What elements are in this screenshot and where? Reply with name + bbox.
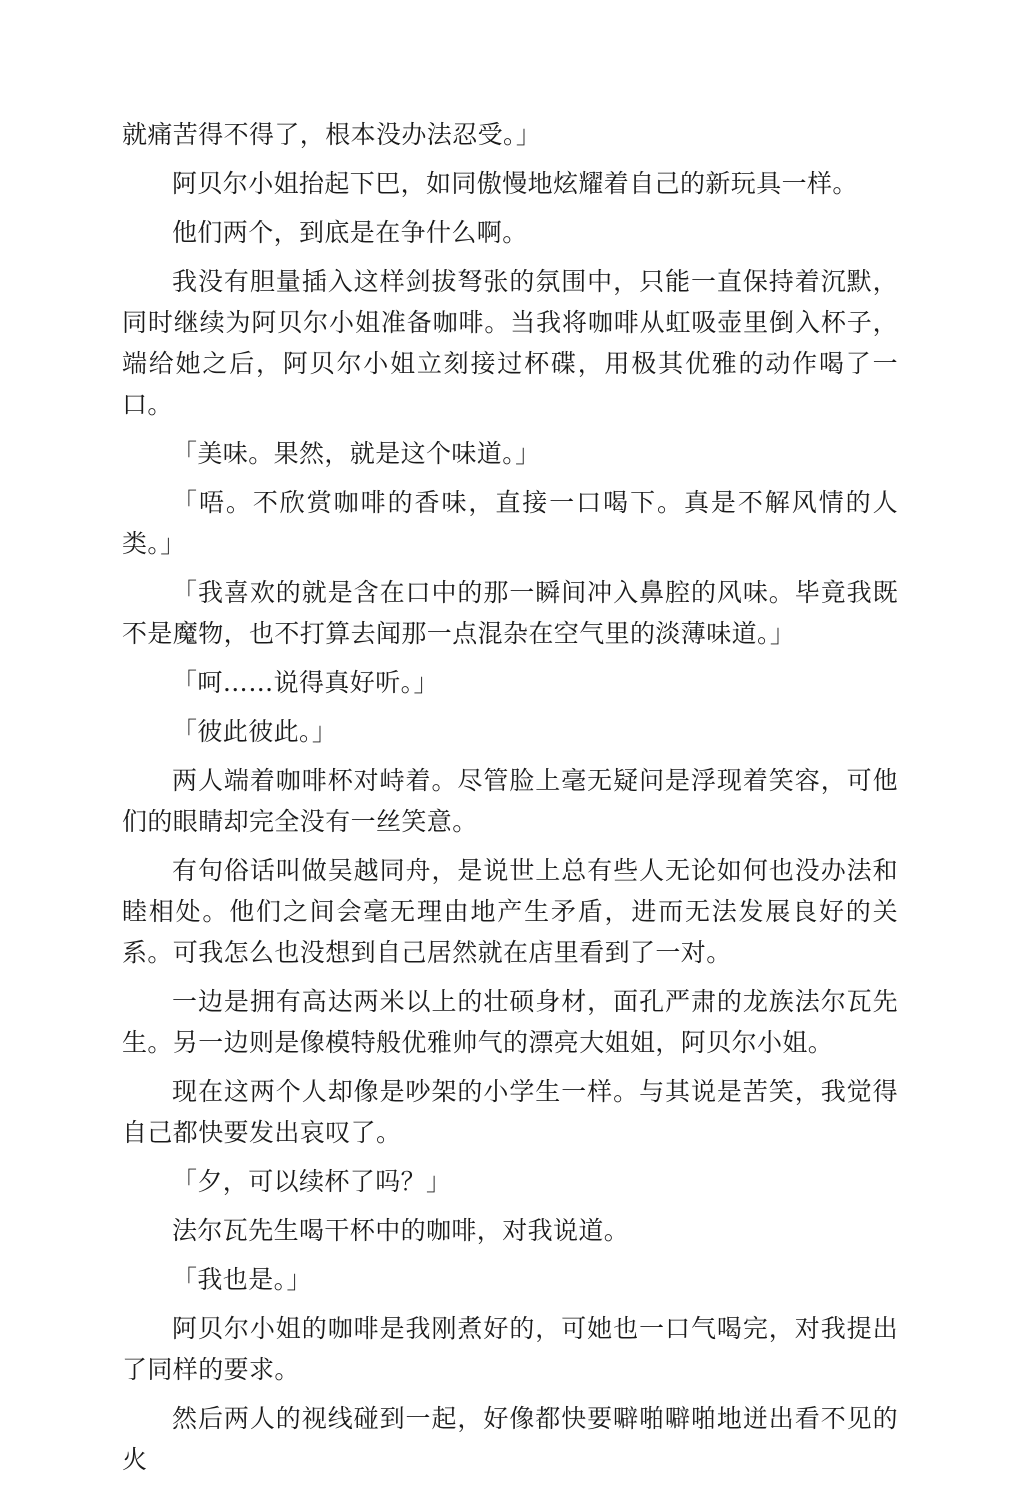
dialogue-line: 「唔。不欣赏咖啡的香味，直接一口喝下。真是不解风情的人类。」 [122,488,898,558]
paragraph: 一边是拥有高达两米以上的壮硕身材，面孔严肃的龙族法尔瓦先生。另一边则是像模特般优雅帅气的漂亮大姐姐，阿贝尔小姐。 [122,987,898,1057]
paragraph: 就痛苦得不得了，根本没办法忍受。」 [122,120,542,149]
dialogue-line: 「美味。果然，就是这个味道。」 [172,439,541,468]
paragraph: 阿贝尔小姐的咖啡是我刚煮好的，可她也一口气喝完，对我提出了同样的要求。 [122,1314,898,1384]
paragraph: 阿贝尔小姐抬起下巴，如同傲慢地炫耀着自己的新玩具一样。 [172,169,858,198]
paragraph: 然后两人的视线碰到一起，好像都快要噼啪噼啪地迸出看不见的火 [122,1404,898,1474]
dialogue-line: 「我也是。」 [172,1265,312,1294]
paragraph: 两人端着咖啡杯对峙着。尽管脸上毫无疑问是浮现着笑容，可他们的眼睛却完全没有一丝笑意。 [122,766,898,836]
paragraph: 我没有胆量插入这样剑拔弩张的氛围中，只能一直保持着沉默，同时继续为阿贝尔小姐准备咖啡。当我将咖啡从虹吸壶里倒入杯子，端给她之后，阿贝尔小姐立刻接过杯碟，用极其优雅的动作喝了一口。 [122,267,898,419]
body-text [122,114,898,1488]
dialogue-line: 「我喜欢的就是含在口中的那一瞬间冲入鼻腔的风味。毕竟我既不是魔物，也不打算去闻那一点混杂在空气里的淡薄味道。」 [122,578,898,648]
dialogue-line: 「彼此彼此。」 [172,717,338,746]
dialogue-line: 「夕，可以续杯了吗？」 [172,1167,452,1196]
paragraph: 他们两个，到底是在争什么啊。 [172,218,528,247]
paragraph: 有句俗话叫做吴越同舟，是说世上总有些人无论如何也没办法和睦相处。他们之间会毫无理由地产生矛盾，进而无法发展良好的关系。可我怎么也没想到自己居然就在店里看到了一对。 [122,856,898,967]
paragraph: 法尔瓦先生喝干杯中的咖啡，对我说道。 [172,1216,630,1245]
dialogue-line: 「呵……说得真好听。」 [172,668,439,697]
paragraph: 现在这两个人却像是吵架的小学生一样。与其说是苦笑，我觉得自己都快要发出哀叹了。 [122,1077,898,1147]
